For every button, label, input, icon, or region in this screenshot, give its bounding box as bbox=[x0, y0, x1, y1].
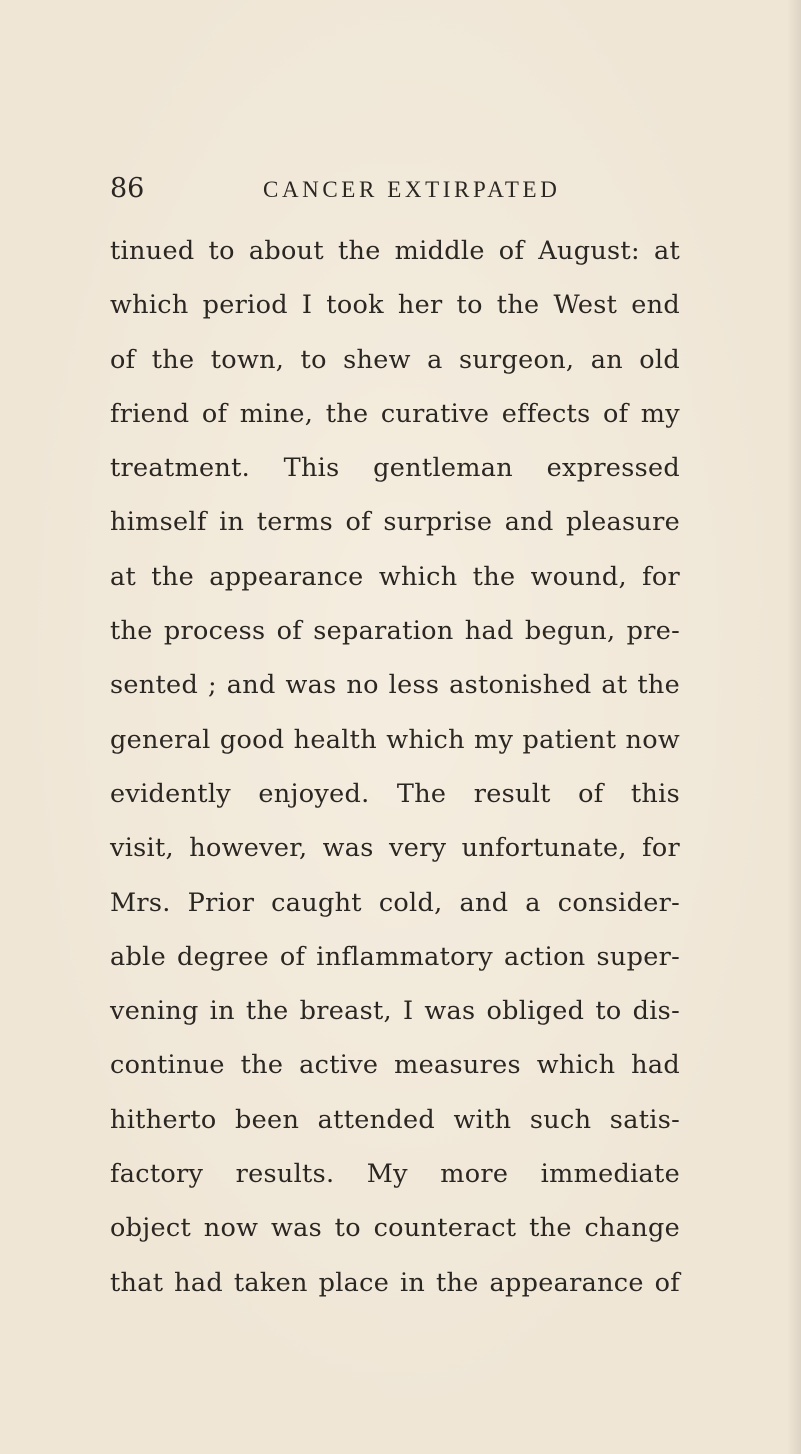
text-line: treatment. This gentleman expressed bbox=[110, 453, 680, 484]
text-line: himself in terms of surprise and pleasure bbox=[110, 507, 680, 538]
text-line: that had taken place in the appearance of bbox=[110, 1267, 680, 1298]
page-edge-shadow bbox=[787, 0, 801, 1454]
page-number: 86 bbox=[110, 173, 145, 204]
body-text bbox=[110, 224, 680, 1310]
text-line: Mrs. Prior caught cold, and a consider- bbox=[110, 887, 680, 918]
text-line: factory results. My more immediate bbox=[110, 1159, 680, 1190]
text-line: object now was to counteract the change bbox=[110, 1213, 680, 1244]
text-line: at the appearance which the wound, for bbox=[110, 561, 680, 592]
text-line: evidently enjoyed. The result of this bbox=[110, 778, 680, 809]
text-line: visit, however, was very unfortunate, for bbox=[110, 833, 680, 864]
text-line: able degree of inflammatory action super- bbox=[110, 941, 680, 972]
text-line: sented ; and was no less astonished at the bbox=[110, 670, 680, 701]
running-head bbox=[110, 171, 670, 207]
page-heading: CANCER EXTIRPATED bbox=[263, 177, 561, 202]
text-line: vening in the breast, I was obliged to dis- bbox=[110, 996, 680, 1027]
text-line: tinued to about the middle of August: at bbox=[110, 236, 680, 266]
text-line: which period I took her to the West end bbox=[110, 290, 680, 321]
text-line: continue the active measures which had bbox=[110, 1050, 680, 1081]
text-line: friend of mine, the curative effects of my bbox=[110, 398, 680, 429]
text-line: hitherto been attended with such satis- bbox=[110, 1104, 680, 1135]
text-line: the process of separation had begun, pre- bbox=[110, 616, 680, 647]
text-line: of the town, to shew a surgeon, an old bbox=[110, 344, 680, 375]
text-line: general good health which my patient now bbox=[110, 724, 680, 755]
